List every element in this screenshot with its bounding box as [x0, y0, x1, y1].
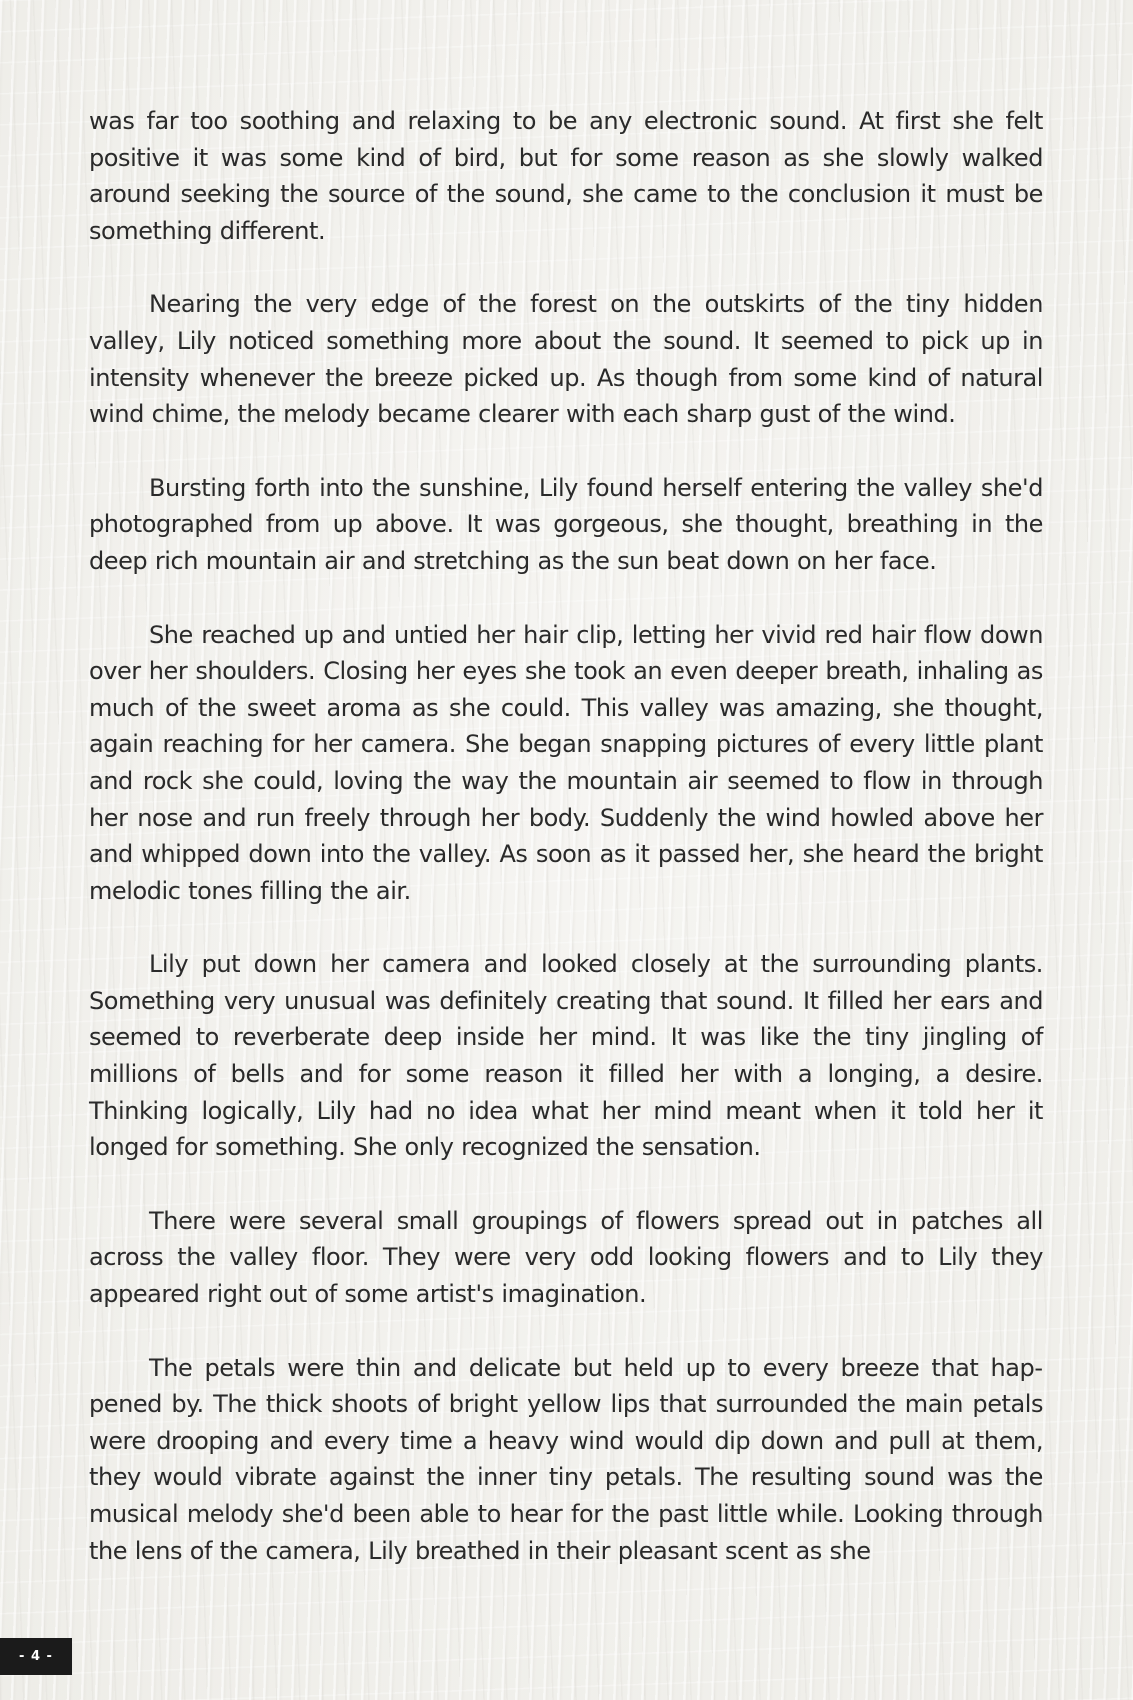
paragraph-5: Lily put down her camera and looked closely at the surrounding plants. Something very unusual was definitely creating that sound. It filled her ears and seemed to reverberate deep inside her mind. It was like the tiny jingling of millions of bells and for some reason it filled her with a longing, a desire. Thinking logically, Lily had no idea what her mind meant when it told her it longed for something. She only recognized the sensation. [89, 950, 1043, 1162]
page-number: - 4 - [0, 1638, 72, 1675]
paragraph-2: Nearing the very edge of the forest on the outskirts of the tiny hidden valley, Lily noticed something more about the sound. It seemed to pick up in intensity whenever the breeze picked up. As though from some kind of natural wind chime, the melody became clearer with each sharp gust of the wind. [89, 290, 1043, 429]
paragraph-7: The petals were thin and delicate but held up to every breeze that happened by. The thick shoots of bright yellow lips that surrounded the main petals were drooping and every time a heavy wind would dip down and pull at them, they would vibrate against the inner tiny petals. The resulting sound was the musical melody she'd been able to hear for the past little while. Looking through the lens of the camera, Lily breathed in their pleasant scent as she [89, 1353, 1043, 1565]
paragraph-3: Bursting forth into the sunshine, Lily found herself entering the valley she'd photographed from up above. It was gorgeous, she thought, breathing in the deep rich mountain air and stretching as the sun beat down on her face. [89, 473, 1043, 575]
paragraph-1: was far too soothing and relaxing to be any electronic sound. At first she felt positive it was some kind of bird, but for some reason as she slowly walked around seeking the source of the sound, she came to the conclusion it must be something different. [89, 107, 1043, 245]
paragraph-4: She reached up and untied her hair clip, letting her vivid red hair flow down over her shoulders. Closing her eyes she took an even deeper breath, inhaling as much of the sweet aroma as she could. This valley was amazing, she thought, again reaching for her camera. She began snapping pictures of every little plant and rock she could, loving the way the mountain air seemed to flow in through her nose and run freely through her body. Suddenly the wind howled above her and whipped down into the valley. As soon as it passed her, she heard the bright melodic tones filling the air. [89, 620, 1043, 905]
page-body [89, 103, 1043, 1606]
paragraph-6: There were several small groupings of flowers spread out in patches all across the valley floor. They were very odd looking flowers and to Lily they appeared right out of some artist's imagination. [89, 1206, 1043, 1309]
